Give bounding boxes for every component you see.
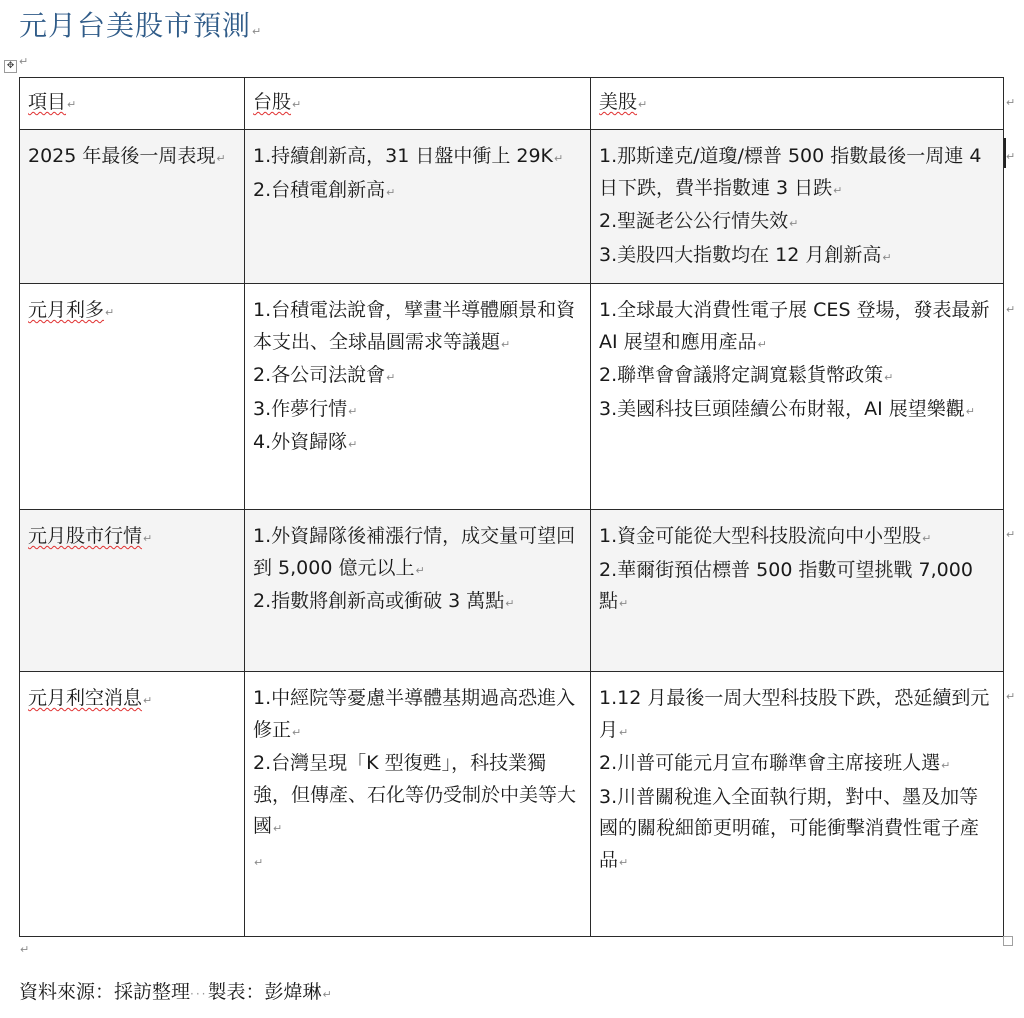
row-end-mark-icon: ↵ (1006, 690, 1016, 703)
us-point: 1.那斯達克/道瓊/標普 500 指數最後一周連 4 日下跌，費半指數連 3 日跌↵ (599, 145, 982, 199)
separator: ··· (190, 987, 208, 1001)
item-label: 元月利多 (28, 299, 105, 321)
us-point: 1.全球最大消費性電子展 CES 登場，發表最新 AI 展望和應用產品↵ (599, 299, 990, 353)
item-label: 元月利空消息 (28, 687, 143, 709)
paragraph-mark-icon: ↵ (143, 532, 153, 545)
tw-point: 2.各公司法說會↵ (253, 364, 396, 386)
paragraph-mark-icon: ↵ (252, 25, 263, 38)
us-point: 3.美股四大指數均在 12 月創新高↵ (599, 243, 892, 266)
item-label: 元月股市行情 (28, 525, 143, 547)
table-resize-handle-icon[interactable] (1003, 936, 1013, 946)
tw-point: 1.中經院等憂慮半導體基期過高恐進入修正↵ (253, 687, 576, 741)
paragraph-mark-icon: ↵ (322, 988, 332, 1001)
tw-point: 1.台積電法說會，擘畫半導體願景和資本支出、全球晶圓需求等議題↵ (253, 299, 576, 353)
header-cell-item[interactable] (20, 78, 245, 130)
tw-point: 2.台積電創新高↵ (253, 178, 396, 201)
source-footer (19, 977, 332, 1004)
tw-cell[interactable] (245, 510, 591, 672)
us-point: 1.12 月最後一周大型科技股下跌，恐延續到元月↵ (599, 687, 990, 741)
paragraph-mark-icon: ↵ (143, 694, 153, 707)
table-row (20, 130, 1004, 284)
row-end-mark-icon: ↵ (1006, 303, 1016, 316)
us-point: 2.聯準會會議將定調寬鬆貨幣政策↵ (599, 364, 894, 386)
header-cell-tw[interactable] (245, 78, 591, 130)
item-label: 2025 年最後一周表現 (28, 145, 216, 167)
us-cell[interactable] (591, 284, 1004, 510)
us-point: 1.資金可能從大型科技股流向中小型股↵ (599, 525, 932, 547)
us-point: 2.華爾街預估標普 500 指數可望挑戰 7,000 點↵ (599, 558, 973, 612)
item-cell[interactable] (20, 510, 245, 672)
us-cell[interactable] (591, 672, 1004, 937)
title-text: 元月台美股市預測 (19, 9, 252, 42)
table-move-handle-icon[interactable]: ✥ (4, 60, 17, 73)
table-header-row (20, 78, 1004, 130)
document-title (19, 4, 262, 44)
item-cell[interactable] (20, 284, 245, 510)
paragraph-mark-icon: ↵ (292, 98, 302, 111)
us-point: 2.川普可能元月宣布聯準會主席接班人選↵ (599, 752, 951, 774)
item-cell[interactable] (20, 130, 245, 284)
tw-point-empty: ↵ (254, 855, 264, 869)
tw-point: 1.持續創新高，31 日盤中衝上 29K↵ (253, 145, 564, 167)
tw-cell[interactable] (245, 284, 591, 510)
row-end-mark-icon: ↵ (1006, 96, 1016, 109)
paragraph-mark-icon: ↵ (105, 306, 115, 319)
table-row (20, 510, 1004, 672)
tw-point: 2.指數將創新高或衝破 3 萬點↵ (253, 590, 515, 612)
paragraph-mark-icon: ↵ (20, 943, 30, 956)
row-end-mark-icon: ↵ (1006, 528, 1016, 541)
tw-point: 1.外資歸隊後補漲行情，成交量可望回到 5,000 億元以上↵ (253, 525, 576, 579)
tw-point: 4.外資歸隊↵ (253, 431, 358, 453)
source-label: 資料來源：採訪整理 (19, 981, 191, 1003)
tw-point: 2.台灣呈現「K 型復甦」，科技業獨強，但傳產、石化等仍受制於中美等大國↵ (253, 752, 577, 837)
header-cell-us[interactable] (591, 78, 1004, 130)
us-point: 3.美國科技巨頭陸續公布財報，AI 展望樂觀↵ (599, 397, 975, 420)
forecast-table (19, 77, 1004, 937)
row-end-mark-icon: ↵ (1006, 150, 1016, 163)
paragraph-mark-icon: ↵ (638, 98, 648, 111)
table-row (20, 672, 1004, 937)
paragraph-mark-icon: ↵ (67, 98, 77, 111)
paragraph-mark-icon: ↵ (216, 152, 226, 165)
paragraph-mark-icon: ↵ (19, 55, 29, 68)
header-label: 台股 (253, 91, 292, 113)
tw-cell[interactable] (245, 130, 591, 284)
item-cell[interactable] (20, 672, 245, 937)
maker-label: 製表：彭煒琳 (207, 981, 322, 1003)
text-cursor (1004, 138, 1006, 168)
us-cell[interactable] (591, 510, 1004, 672)
tw-point: 3.作夢行情↵ (253, 397, 358, 420)
tw-cell[interactable] (245, 672, 591, 937)
table-row (20, 284, 1004, 510)
us-point: 2.聖誕老公公行情失效↵ (599, 210, 799, 232)
us-cell[interactable] (591, 130, 1004, 284)
header-label: 美股 (599, 91, 638, 113)
us-point: 3.川普關稅進入全面執行期，對中、墨及加等國的關稅細節更明確，可能衝擊消費性電子產品↵ (599, 785, 980, 871)
header-label: 項目 (28, 91, 67, 113)
